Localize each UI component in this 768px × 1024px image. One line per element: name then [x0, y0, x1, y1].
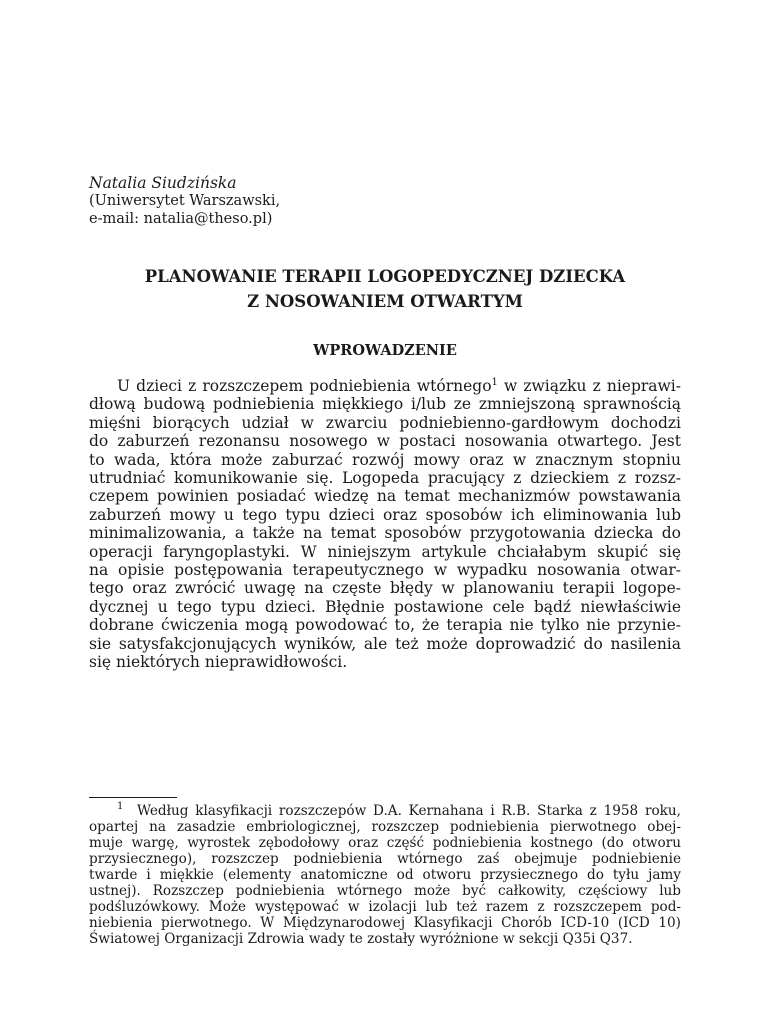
paragraph-line: czepem powinien posiadać wiedzę na temat mechanizmów powstawania — [89, 487, 681, 506]
footnote-line: $^1$ Według klasyfikacji rozszczepów D.A. Kernahana i R.B. Starka z 1958 roku, — [117, 801, 681, 819]
paragraph-line: tego oraz zwrócić uwagę na częste błędy w planowaniu terapii logope- — [89, 579, 681, 598]
paragraph-line: dobrane ćwiczenia mogą powodować to, że terapia nie tylko nie przynie- — [89, 616, 681, 635]
paragraph-line: minimalizowania, a także na temat sposobów przygotowania dziecka do — [89, 524, 681, 543]
footnote-line: niebienia pierwotnego. W Międzynarodowej Klasyfikacji Chorób ICD-10 (ICD 10) — [89, 915, 681, 931]
footnote-line: muje wargę, wyrostek zębodołowy oraz część podniebienia kostnego (do otworu — [89, 835, 681, 851]
title-line: Z NOSOWANIEM OTWARTYM — [247, 292, 523, 311]
author-affiliation — [89, 193, 280, 228]
paragraph-line: do zaburzeń rezonansu nosowego w postaci nosowania otwartego. Jest — [89, 432, 681, 451]
paragraph-line: się niektórych nieprawidłowości. — [89, 653, 348, 672]
footnote-separator — [89, 797, 177, 798]
footnote-reference[interactable]: 1 — [491, 377, 498, 388]
footnote-line: ustnej). Rozszczep podniebienia wtórnego może być całkowity, częściowy lub — [89, 883, 681, 899]
article-title — [89, 264, 681, 314]
footnote-line: opartej na zasadzie embriologicznej, rozszczep podniebienia pierwotnego obej- — [89, 819, 681, 835]
paragraph-line: dłową budową podniebienia miękkiego i/lub ze zmniejszoną sprawnością — [89, 395, 681, 414]
footnote-line: podśluzówkowy. Może występować w izolacji lub też razem z rozszczepem pod- — [89, 899, 681, 915]
footnote — [89, 803, 681, 947]
intro-paragraph — [89, 377, 681, 672]
paragraph-line: operacji faryngoplastyki. W niniejszym artykule chciałabym skupić się — [89, 542, 681, 561]
footnote-line: Światowej Organizacji Zdrowia wady te zostały wyróżnione w sekcji Q35i Q37. — [89, 931, 633, 947]
footnote-line: przysiecznego), rozszczep podniebienia wtórnego zaś obejmuje podniebienie — [89, 851, 681, 867]
paragraph-line: na opisie postępowania terapeutycznego w wypadku nosowania otwar- — [89, 561, 681, 580]
paragraph-line: sie satysfakcjonujących wyników, ale też może doprowadzić do nasilenia — [89, 634, 681, 653]
paragraph-line: utrudniać komunikowanie się. Logopeda pracujący z dzieckiem z rozsz- — [89, 469, 681, 488]
title-line: PLANOWANIE TERAPII LOGOPEDYCZNEJ DZIECKA — [144, 267, 626, 286]
affiliation-line: (Uniwersytet Warszawski, — [89, 193, 281, 209]
email-line: e-mail: natalia@theso.pl) — [89, 210, 273, 227]
paragraph-line: zaburzeń mowy u tego typu dzieci oraz sposobów ich eliminowania lub — [89, 505, 681, 524]
footnote-line: twarde i miękkie (elementy anatomiczne od otworu przysiecznego do tyłu jamy — [89, 867, 681, 883]
paragraph-line: to wada, która może zaburzać rozwój mowy oraz w znacznym stopniu — [89, 450, 681, 469]
footnote-marker: 1 — [117, 801, 124, 812]
paragraph-line: U dzieci z rozszczepem podniebienia wtórnego$^1$ w związku z nieprawi- — [117, 377, 682, 395]
section-heading: WPROWADZENIE — [313, 342, 457, 359]
paragraph-line: mięśni biorących udział w zwarciu podniebienno-gardłowym dochodzi — [89, 413, 681, 432]
author-name: Natalia Siudzińska — [89, 174, 237, 192]
paragraph-line: dycznej u tego typu dzieci. Błędnie postawione cele bądź niewłaściwie — [89, 597, 681, 616]
